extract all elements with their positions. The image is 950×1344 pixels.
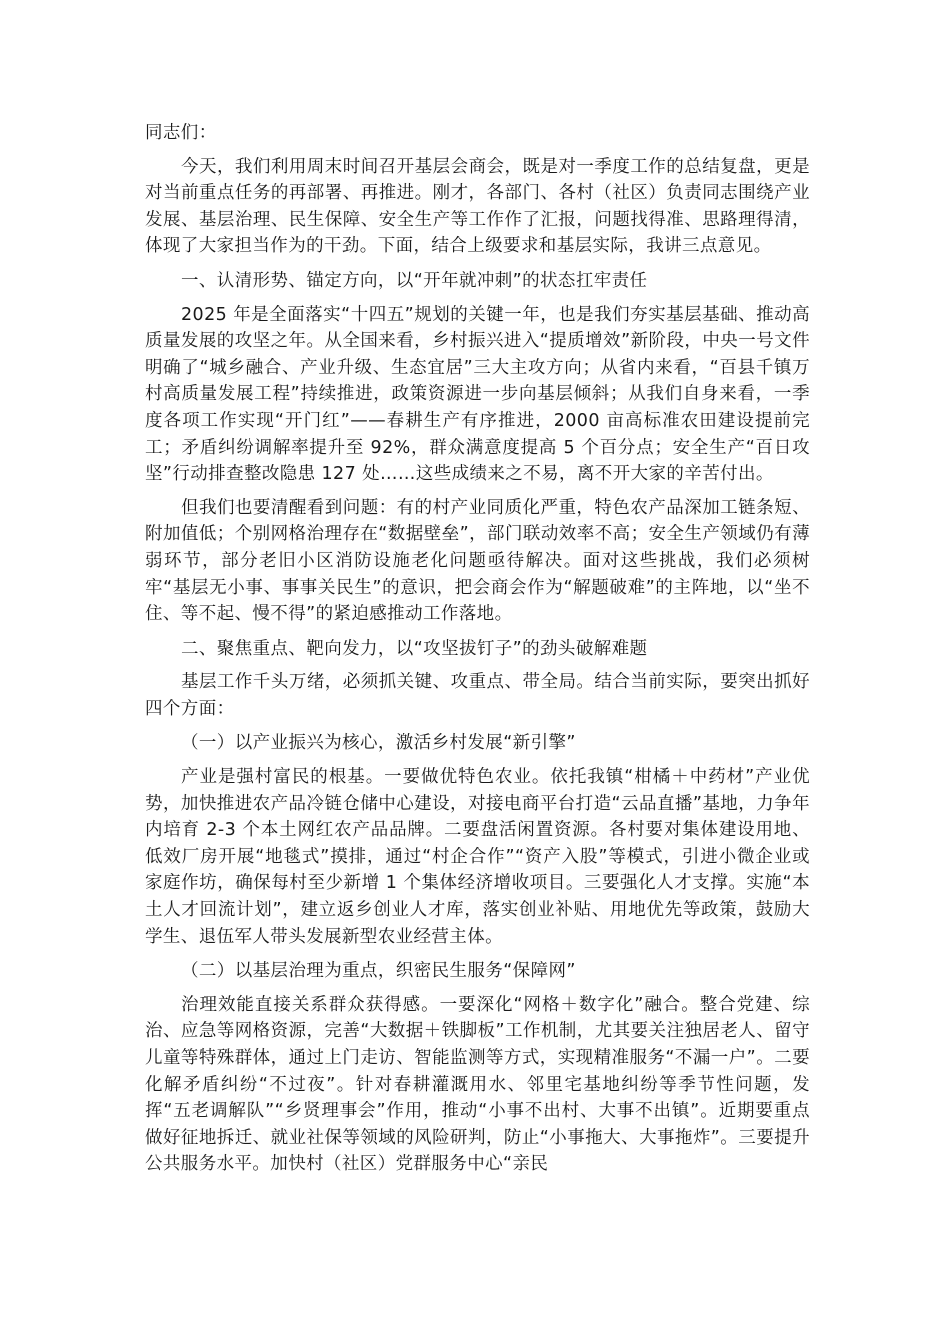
paragraph-problems: 但我们也要清醒看到问题：有的村产业同质化严重，特色农产品深加工链条短、附加值低；个别网格治理存在“数据壁垒”，部门联动效率不高；安全生产领域仍有薄弱环节，部分老旧小区消防设施老化问题亟待解决。面对这些挑战，我们必须树牢“基层无小事、事事关民生”的意识，把会商会作为“解题破难”的主阵地，以“坐不住、等不起、慢不得”的紧迫感推动工作落地。 bbox=[145, 497, 810, 625]
section-heading-2: 二、聚焦重点、靶向发力，以“攻坚拔钉子”的劲头破解难题 bbox=[181, 638, 648, 659]
subsection-heading-2: （二）以基层治理为重点，织密民生服务“保障网” bbox=[181, 961, 576, 982]
paragraph-governance: 治理效能直接关系群众获得感。一要深化“网格＋数字化”融合。整合党建、综治、应急等网格资源，完善“大数据＋铁脚板”工作机制，尤其要关注独居老人、留守儿童等特殊群体，通过上门走访、智能监测等方式，实现精准服务“不漏一户”。二要化解矛盾纠纷“不过夜”。针对春耕灌溉用水、邻里宅基地纠纷等季节性问题，发挥“五老调解队”“乡贤理事会”作用，推动“小事不出村、大事不出镇”。近期要重点做好征地拆迁、就业社保等领域的风险研判，防止“小事拖大、大事拖炸”。三要提升公共服务水平。加快村（社区）党群服务中心“亲民 bbox=[145, 994, 810, 1175]
paragraph-intro: 今天，我们利用周末时间召开基层会商会，既是对一季度工作的总结复盘，更是对当前重点任务的再部署、再推进。刚才，各部门、各村（社区）负责同志围绕产业发展、基层治理、民生保障、安全生产等工作作了汇报，问题找得准、思路理得清，体现了大家担当作为的干劲。下面，结合上级要求和基层实际，我讲三点意见。 bbox=[145, 156, 810, 257]
section-heading-1: 一、认清形势、锚定方向，以“开年就冲刺”的状态扛牢责任 bbox=[181, 270, 648, 291]
paragraph-situation: 2025 年是全面落实“十四五”规划的关键一年，也是我们夯实基层基础、推动高质量发展的攻坚之年。从全国来看，乡村振兴进入“提质增效”新阶段，中央一号文件明确了“城乡融合、产业升级、生态宜居”三大主攻方向；从省内来看，“百县千镇万村高质量发展工程”持续推进，政策资源进一步向基层倾斜；从我们自身来看，一季度各项工作实现“开门红”——春耕生产有序推进，2000 亩高标准农田建设提前完工；矛盾纠纷调解率提升至 92%，群众满意度提高 5 个百分点；安全生产“百日攻坚”行动排查整改隐患 127 处……这些成绩来之不易，离不开大家的辛苦付出。 bbox=[145, 304, 810, 485]
subsection-heading-1: （一）以产业振兴为核心，激活乡村发展“新引擎” bbox=[181, 733, 576, 754]
salutation: 同志们： bbox=[145, 123, 217, 143]
paragraph-key-points: 基层工作千头万绪，必须抓关键、攻重点、带全局。结合当前实际，要突出抓好四个方面： bbox=[145, 672, 810, 719]
paragraph-industry: 产业是强村富民的根基。一要做优特色农业。依托我镇“柑橘＋中药材”产业优势，加快推进农产品冷链仓储中心建设，对接电商平台打造“云品直播”基地，力争年内培育 2-3 个本土网红农产品品牌。二要盘活闲置资源。各村要对集体建设用地、低效厂房开展“地毯式”摸排，通过“村企合作”“资产入股”等模式，引进小微企业或家庭作坊，确保每村至少新增 1 个集体经济增收项目。三要强化人才支撑。实施“本土人才回流计划”，建立返乡创业人才库，落实创业补贴、用地优先等政策，鼓励大学生、退伍军人带头发展新型农业经营主体。 bbox=[145, 767, 810, 947]
document-page bbox=[145, 120, 810, 1178]
